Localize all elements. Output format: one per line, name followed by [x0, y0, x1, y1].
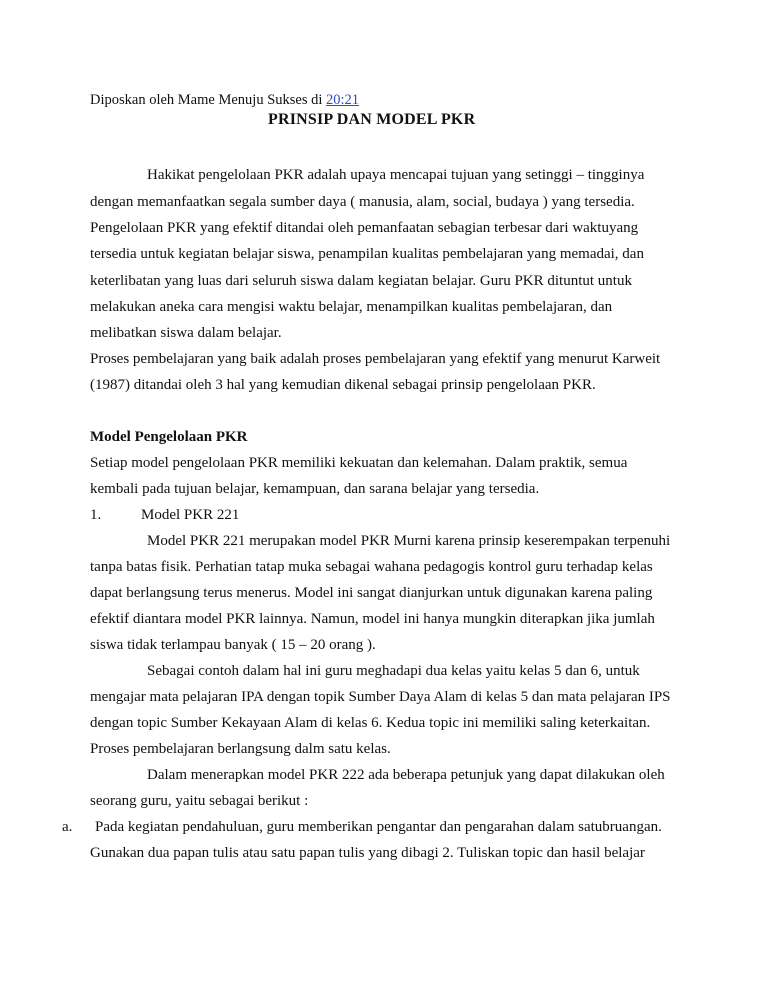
paragraph-line: tersedia untuk kegiatan belajar siswa, penampilan kualitas pembelajaran yang memadai, dan [90, 246, 644, 262]
paragraph-line: (1987) ditandai oleh 3 hal yang kemudian dikenal sebagai prinsip pengelolaan PKR. [90, 377, 596, 393]
post-meta [90, 91, 359, 109]
list-number: 1. [90, 507, 102, 523]
paragraph-line: efektif diantara model PKR lainnya. Namun, model ini hanya mungkin diterapkan jika jumlah [90, 611, 655, 627]
paragraph-line: Proses pembelajaran berlangsung dalm satu kelas. [90, 741, 391, 757]
paragraph-line: Gunakan dua papan tulis atau satu papan tulis yang dibagi 2. Tuliskan topic dan hasil belajar [90, 845, 645, 861]
paragraph-line: Dalam menerapkan model PKR 222 ada beberapa petunjuk yang dapat dilakukan oleh [147, 767, 665, 783]
paragraph-line: keterlibatan yang luas dari seluruh siswa dalam kegiatan belajar. Guru PKR dituntut untuk [90, 273, 632, 289]
paragraph-line: Proses pembelajaran yang baik adalah proses pembelajaran yang efektif yang menurut Karweit [90, 351, 661, 367]
paragraph-line: Hakikat pengelolaan PKR adalah upaya mencapai tujuan yang setinggi – tingginya [147, 167, 645, 183]
paragraph-line: dengan memanfaatkan segala sumber daya ( manusia, alam, social, budaya ) yang tersedia. [90, 194, 635, 210]
paragraph-line: melibatkan siswa dalam belajar. [90, 325, 282, 341]
post-meta-prefix: Diposkan oleh Mame Menuju Sukses di [90, 92, 327, 108]
list-letter: a. [62, 819, 73, 835]
paragraph-line: dapat berlangsung terus menerus. Model ini sangat dianjurkan untuk digunakan karena paling [90, 585, 653, 601]
paragraph-line: Pada kegiatan pendahuluan, guru memberikan pengantar dan pengarahan dalam satubruangan. [95, 819, 662, 835]
paragraph-line: tanpa batas fisik. Perhatian tatap muka sebagai wahana pedagogis kontrol guru terhadap kelas [90, 559, 653, 575]
paragraph-line: Sebagai contoh dalam hal ini guru meghadapi dua kelas yaitu kelas 5 dan 6, untuk [147, 663, 640, 679]
subsection-heading: Model PKR 221 [141, 507, 240, 523]
paragraph-line: Pengelolaan PKR yang efektif ditandai oleh pemanfaatan sebagian terbesar dari waktuyang [90, 220, 639, 236]
paragraph-line: mengajar mata pelajaran IPA dengan topik Sumber Daya Alam di kelas 5 dan mata pelajaran IPS [90, 689, 671, 705]
paragraph-line: dengan topic Sumber Kekayaan Alam di kelas 6. Kedua topic ini memiliki saling keterkaitan. [90, 715, 651, 731]
section-heading: Model Pengelolaan PKR [90, 429, 248, 445]
paragraph-line: Setiap model pengelolaan PKR memiliki kekuatan dan kelemahan. Dalam praktik, semua [90, 455, 628, 471]
page-title: PRINSIP DAN MODEL PKR [268, 111, 476, 128]
paragraph-line: siswa tidak terlampau banyak ( 15 – 20 orang ). [90, 637, 376, 653]
post-time-link[interactable]: 20:21 [326, 92, 360, 108]
paragraph-line: melakukan aneka cara mengisi waktu belajar, menampilkan kualitas pembelajaran, dan [90, 299, 613, 315]
paragraph-line: seorang guru, yaitu sebagai berikut : [90, 793, 309, 809]
paragraph-line: kembali pada tujuan belajar, kemampuan, dan sarana belajar yang tersedia. [90, 481, 540, 497]
paragraph-line: Model PKR 221 merupakan model PKR Murni karena prinsip keserempakan terpenuhi [147, 533, 671, 549]
